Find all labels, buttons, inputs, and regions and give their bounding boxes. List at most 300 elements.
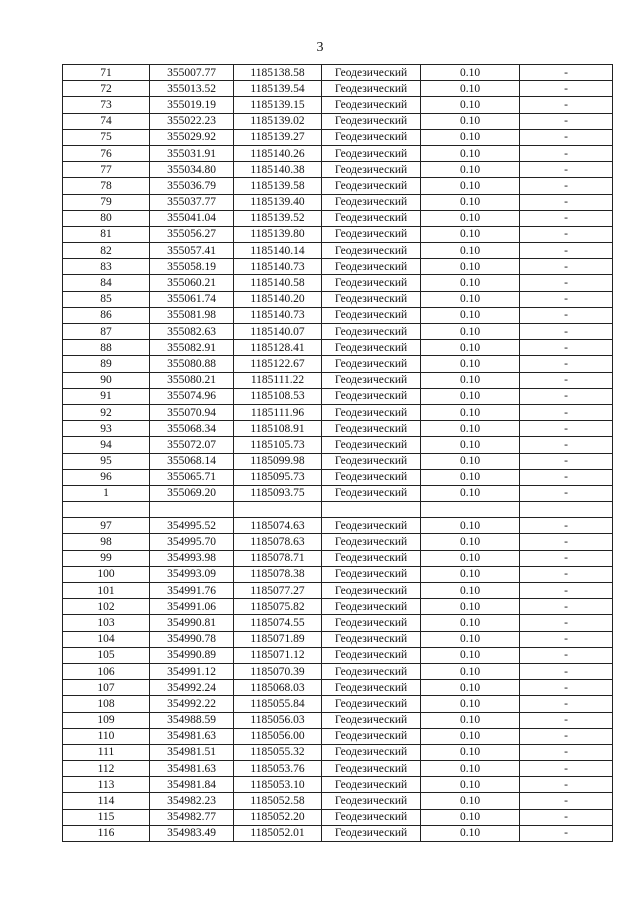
note-cell: - [520,162,613,178]
point-number-cell: 112 [63,761,150,777]
x-coordinate-cell: 355019.19 [150,97,234,113]
y-coordinate-cell: 1185105.73 [234,437,322,453]
x-coordinate-cell: 355070.94 [150,404,234,420]
method-cell: Геодезический [322,550,421,566]
table-row [63,194,613,210]
method-cell: Геодезический [322,194,421,210]
x-coordinate-cell: 355057.41 [150,243,234,259]
accuracy-cell: 0.10 [421,631,520,647]
table-row [63,291,613,307]
note-cell: - [520,129,613,145]
x-coordinate-cell: 354990.78 [150,631,234,647]
point-number-cell: 108 [63,696,150,712]
table-row [63,793,613,809]
method-cell: Геодезический [322,421,421,437]
y-coordinate-cell: 1185139.15 [234,97,322,113]
point-number-cell: 86 [63,307,150,323]
accuracy-cell: 0.10 [421,793,520,809]
note-cell: - [520,404,613,420]
table-row [63,210,613,226]
point-number-cell: 82 [63,243,150,259]
point-number-cell: 77 [63,162,150,178]
method-cell: Геодезический [322,663,421,679]
table-row [63,550,613,566]
method-cell: Геодезический [322,210,421,226]
table-body [63,65,613,842]
page-number: 3 [316,40,324,55]
point-number-cell: 74 [63,113,150,129]
y-coordinate-cell: 1185139.40 [234,194,322,210]
method-cell: Геодезический [322,97,421,113]
method-cell: Геодезический [322,744,421,760]
x-coordinate-cell: 354983.49 [150,825,234,841]
y-coordinate-cell: 1185140.58 [234,275,322,291]
method-cell: Геодезический [322,145,421,161]
x-coordinate-cell: 355041.04 [150,210,234,226]
accuracy-cell: 0.10 [421,404,520,420]
method-cell: Геодезический [322,388,421,404]
note-cell: - [520,599,613,615]
accuracy-cell: 0.10 [421,696,520,712]
method-cell: Геодезический [322,809,421,825]
x-coordinate-cell: 354990.81 [150,615,234,631]
accuracy-cell: 0.10 [421,469,520,485]
table-row [63,145,613,161]
method-cell: Геодезический [322,469,421,485]
x-coordinate-cell: 354991.06 [150,599,234,615]
method-cell: Геодезический [322,631,421,647]
table-row [63,615,613,631]
note-cell: - [520,615,613,631]
note-cell: - [520,259,613,275]
accuracy-cell: 0.10 [421,210,520,226]
accuracy-cell: 0.10 [421,81,520,97]
x-coordinate-cell: 355058.19 [150,259,234,275]
point-number-cell: 85 [63,291,150,307]
method-cell: Геодезический [322,599,421,615]
method-cell: Геодезический [322,404,421,420]
y-coordinate-cell: 1185111.22 [234,372,322,388]
method-cell: Геодезический [322,777,421,793]
accuracy-cell: 0.10 [421,615,520,631]
x-coordinate-cell: 355080.21 [150,372,234,388]
point-number-cell: 107 [63,680,150,696]
x-coordinate-cell: 355072.07 [150,437,234,453]
method-cell: Геодезический [322,534,421,550]
y-coordinate-cell: 1185095.73 [234,469,322,485]
method-cell: Геодезический [322,291,421,307]
table-row [63,777,613,793]
y-coordinate-cell: 1185140.07 [234,324,322,340]
x-coordinate-cell: 355034.80 [150,162,234,178]
method-cell: Геодезический [322,793,421,809]
y-coordinate-cell: 1185068.03 [234,680,322,696]
table-row [63,534,613,550]
accuracy-cell: 0.10 [421,275,520,291]
accuracy-cell: 0.10 [421,566,520,582]
x-coordinate-cell: 354995.70 [150,534,234,550]
y-coordinate-cell: 1185140.14 [234,243,322,259]
method-cell [322,502,421,518]
note-cell: - [520,647,613,663]
accuracy-cell: 0.10 [421,372,520,388]
y-coordinate-cell: 1185108.91 [234,421,322,437]
x-coordinate-cell: 355065.71 [150,469,234,485]
accuracy-cell: 0.10 [421,421,520,437]
point-number-cell: 90 [63,372,150,388]
table-row [63,696,613,712]
note-cell: - [520,566,613,582]
table-row-blank [63,502,613,518]
note-cell: - [520,453,613,469]
y-coordinate-cell: 1185074.63 [234,518,322,534]
y-coordinate-cell: 1185140.73 [234,307,322,323]
accuracy-cell: 0.10 [421,485,520,501]
table-row [63,162,613,178]
x-coordinate-cell: 354982.77 [150,809,234,825]
method-cell: Геодезический [322,259,421,275]
note-cell: - [520,809,613,825]
table-row [63,566,613,582]
point-number-cell: 98 [63,534,150,550]
accuracy-cell: 0.10 [421,356,520,372]
method-cell: Геодезический [322,356,421,372]
accuracy-cell: 0.10 [421,324,520,340]
method-cell: Геодезический [322,340,421,356]
point-number-cell: 79 [63,194,150,210]
accuracy-cell: 0.10 [421,437,520,453]
x-coordinate-cell: 354992.24 [150,680,234,696]
table-row [63,97,613,113]
point-number-cell: 88 [63,340,150,356]
y-coordinate-cell: 1185078.63 [234,534,322,550]
table-row [63,680,613,696]
note-cell: - [520,793,613,809]
point-number-cell: 72 [63,81,150,97]
method-cell: Геодезический [322,728,421,744]
method-cell: Геодезический [322,243,421,259]
x-coordinate-cell: 355068.14 [150,453,234,469]
note-cell: - [520,145,613,161]
point-number-cell: 103 [63,615,150,631]
point-number-cell: 73 [63,97,150,113]
point-number-cell: 80 [63,210,150,226]
x-coordinate-cell: 355029.92 [150,129,234,145]
point-number-cell: 81 [63,226,150,242]
note-cell: - [520,97,613,113]
y-coordinate-cell: 1185140.26 [234,145,322,161]
x-coordinate-cell: 355022.23 [150,113,234,129]
y-coordinate-cell: 1185140.73 [234,259,322,275]
y-coordinate-cell: 1185093.75 [234,485,322,501]
point-number-cell: 102 [63,599,150,615]
y-coordinate-cell: 1185055.84 [234,696,322,712]
table-row [63,307,613,323]
accuracy-cell: 0.10 [421,388,520,404]
point-number-cell: 116 [63,825,150,841]
y-coordinate-cell: 1185056.03 [234,712,322,728]
note-cell: - [520,518,613,534]
table-row [63,129,613,145]
note-cell: - [520,178,613,194]
note-cell: - [520,583,613,599]
table-row [63,243,613,259]
y-coordinate-cell: 1185075.82 [234,599,322,615]
table-row [63,631,613,647]
y-coordinate-cell: 1185071.89 [234,631,322,647]
note-cell: - [520,469,613,485]
point-number-cell: 101 [63,583,150,599]
method-cell: Геодезический [322,162,421,178]
x-coordinate-cell: 354993.09 [150,566,234,582]
accuracy-cell: 0.10 [421,162,520,178]
x-coordinate-cell: 355036.79 [150,178,234,194]
table-row [63,744,613,760]
accuracy-cell: 0.10 [421,243,520,259]
y-coordinate-cell: 1185139.02 [234,113,322,129]
table-row [63,388,613,404]
accuracy-cell: 0.10 [421,809,520,825]
y-coordinate-cell: 1185139.80 [234,226,322,242]
accuracy-cell: 0.10 [421,663,520,679]
accuracy-cell: 0.10 [421,599,520,615]
x-coordinate-cell: 355068.34 [150,421,234,437]
table-row [63,728,613,744]
accuracy-cell: 0.10 [421,226,520,242]
accuracy-cell: 0.10 [421,534,520,550]
accuracy-cell: 0.10 [421,340,520,356]
method-cell: Геодезический [322,275,421,291]
note-cell: - [520,825,613,841]
point-number-cell: 1 [63,485,150,501]
note-cell: - [520,243,613,259]
x-coordinate-cell: 355007.77 [150,65,234,81]
note-cell: - [520,712,613,728]
point-number-cell: 89 [63,356,150,372]
table-row [63,65,613,81]
point-number-cell: 93 [63,421,150,437]
y-coordinate-cell: 1185053.10 [234,777,322,793]
point-number-cell: 92 [63,404,150,420]
note-cell [520,502,613,518]
accuracy-cell: 0.10 [421,583,520,599]
method-cell: Геодезический [322,647,421,663]
y-coordinate-cell: 1185122.67 [234,356,322,372]
x-coordinate-cell: 355031.91 [150,145,234,161]
note-cell: - [520,631,613,647]
point-number-cell: 75 [63,129,150,145]
accuracy-cell: 0.10 [421,453,520,469]
method-cell: Геодезический [322,518,421,534]
x-coordinate-cell: 355060.21 [150,275,234,291]
y-coordinate-cell: 1185078.71 [234,550,322,566]
table-row [63,404,613,420]
x-coordinate-cell: 355061.74 [150,291,234,307]
accuracy-cell: 0.10 [421,761,520,777]
note-cell: - [520,534,613,550]
table-row [63,453,613,469]
note-cell: - [520,663,613,679]
x-coordinate-cell: 354990.89 [150,647,234,663]
accuracy-cell: 0.10 [421,550,520,566]
table-row [63,356,613,372]
table-row [63,178,613,194]
method-cell: Геодезический [322,680,421,696]
point-number-cell: 100 [63,566,150,582]
accuracy-cell: 0.10 [421,113,520,129]
x-coordinate-cell: 354981.63 [150,728,234,744]
accuracy-cell [421,502,520,518]
accuracy-cell: 0.10 [421,825,520,841]
note-cell: - [520,226,613,242]
point-number-cell: 104 [63,631,150,647]
note-cell: - [520,777,613,793]
method-cell: Геодезический [322,226,421,242]
point-number-cell: 84 [63,275,150,291]
x-coordinate-cell: 354991.12 [150,663,234,679]
note-cell: - [520,421,613,437]
note-cell: - [520,744,613,760]
y-coordinate-cell: 1185111.96 [234,404,322,420]
y-coordinate-cell: 1185052.01 [234,825,322,841]
point-number-cell: 99 [63,550,150,566]
x-coordinate-cell: 354988.59 [150,712,234,728]
point-number-cell: 87 [63,324,150,340]
method-cell: Геодезический [322,81,421,97]
y-coordinate-cell: 1185071.12 [234,647,322,663]
x-coordinate-cell: 354982.23 [150,793,234,809]
point-number-cell: 105 [63,647,150,663]
accuracy-cell: 0.10 [421,647,520,663]
table-row [63,469,613,485]
table-row [63,259,613,275]
accuracy-cell: 0.10 [421,712,520,728]
table-row [63,761,613,777]
point-number-cell: 110 [63,728,150,744]
x-coordinate-cell: 355081.98 [150,307,234,323]
point-number-cell: 96 [63,469,150,485]
note-cell: - [520,340,613,356]
accuracy-cell: 0.10 [421,680,520,696]
note-cell: - [520,324,613,340]
table-row [63,825,613,841]
y-coordinate-cell: 1185077.27 [234,583,322,599]
point-number-cell: 71 [63,65,150,81]
point-number-cell: 94 [63,437,150,453]
point-number-cell: 109 [63,712,150,728]
table-row [63,809,613,825]
method-cell: Геодезический [322,696,421,712]
x-coordinate-cell: 355013.52 [150,81,234,97]
y-coordinate-cell: 1185108.53 [234,388,322,404]
x-coordinate-cell: 355080.88 [150,356,234,372]
table-row [63,275,613,291]
y-coordinate-cell: 1185139.54 [234,81,322,97]
table-row [63,485,613,501]
method-cell: Геодезический [322,453,421,469]
y-coordinate-cell [234,502,322,518]
coordinates-table [62,64,613,842]
table-row [63,599,613,615]
method-cell: Геодезический [322,129,421,145]
note-cell: - [520,761,613,777]
table-row [63,518,613,534]
table-row [63,324,613,340]
method-cell: Геодезический [322,178,421,194]
note-cell: - [520,275,613,291]
note-cell: - [520,210,613,226]
point-number-cell: 78 [63,178,150,194]
table-row [63,663,613,679]
note-cell: - [520,696,613,712]
table-row [63,340,613,356]
accuracy-cell: 0.10 [421,259,520,275]
y-coordinate-cell: 1185139.27 [234,129,322,145]
x-coordinate-cell: 355082.91 [150,340,234,356]
point-number-cell: 113 [63,777,150,793]
x-coordinate-cell: 354991.76 [150,583,234,599]
note-cell: - [520,437,613,453]
accuracy-cell: 0.10 [421,518,520,534]
note-cell: - [520,728,613,744]
accuracy-cell: 0.10 [421,65,520,81]
note-cell: - [520,485,613,501]
method-cell: Геодезический [322,307,421,323]
y-coordinate-cell: 1185056.00 [234,728,322,744]
y-coordinate-cell: 1185055.32 [234,744,322,760]
x-coordinate-cell: 355074.96 [150,388,234,404]
x-coordinate-cell: 354981.63 [150,761,234,777]
x-coordinate-cell: 354993.98 [150,550,234,566]
accuracy-cell: 0.10 [421,744,520,760]
point-number-cell: 111 [63,744,150,760]
point-number-cell: 114 [63,793,150,809]
point-number-cell: 91 [63,388,150,404]
note-cell: - [520,307,613,323]
note-cell: - [520,113,613,129]
y-coordinate-cell: 1185099.98 [234,453,322,469]
y-coordinate-cell: 1185070.39 [234,663,322,679]
method-cell: Геодезический [322,65,421,81]
y-coordinate-cell: 1185138.58 [234,65,322,81]
y-coordinate-cell: 1185053.76 [234,761,322,777]
table-row [63,647,613,663]
y-coordinate-cell: 1185078.38 [234,566,322,582]
table-row [63,113,613,129]
accuracy-cell: 0.10 [421,728,520,744]
x-coordinate-cell: 355037.77 [150,194,234,210]
accuracy-cell: 0.10 [421,194,520,210]
x-coordinate-cell: 354981.51 [150,744,234,760]
accuracy-cell: 0.10 [421,145,520,161]
y-coordinate-cell: 1185140.20 [234,291,322,307]
method-cell: Геодезический [322,712,421,728]
table-row [63,81,613,97]
note-cell: - [520,372,613,388]
method-cell: Геодезический [322,566,421,582]
table-row [63,226,613,242]
y-coordinate-cell: 1185139.52 [234,210,322,226]
note-cell: - [520,291,613,307]
accuracy-cell: 0.10 [421,777,520,793]
x-coordinate-cell: 355069.20 [150,485,234,501]
point-number-cell: 83 [63,259,150,275]
x-coordinate-cell: 355056.27 [150,226,234,242]
note-cell: - [520,388,613,404]
method-cell: Геодезический [322,113,421,129]
x-coordinate-cell: 354992.22 [150,696,234,712]
x-coordinate-cell [150,502,234,518]
